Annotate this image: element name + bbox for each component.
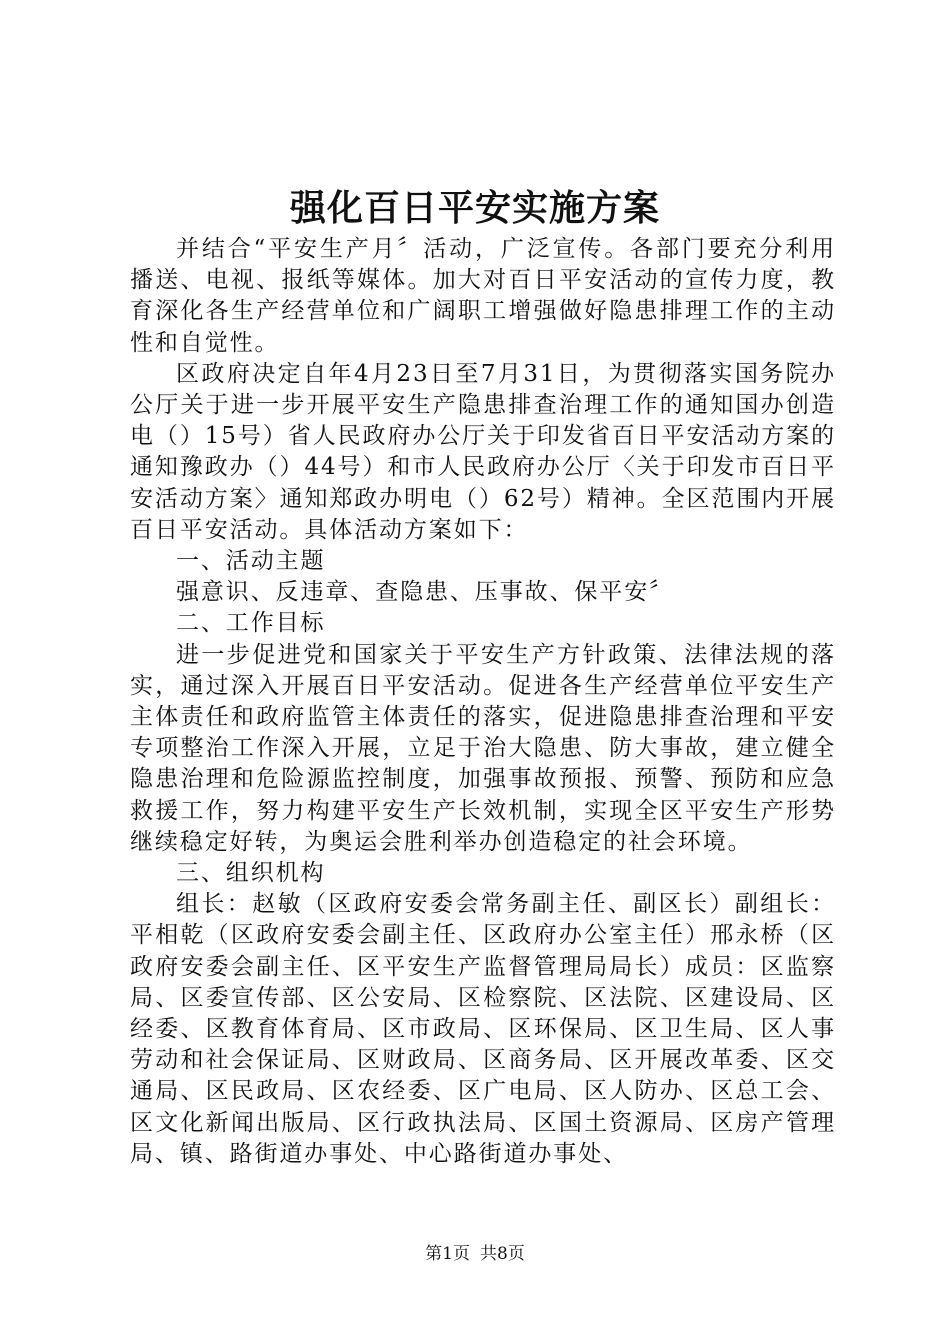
paragraph-goals: 进一步促进党和国家关于平安生产方针政策、法律法规的落实，通过深入开展百日平安活动。促进各生产经营单位平安生产主体责任和政府监管主体责任的落实，促进隐患排查治理和平安专项整治工作深入开展，立足于治大隐患、防大事故，建立健全隐患治理和危险源监控制度，加强事故预报、预警、预防和应急救援工作，努力构建平安生产长效机制，实现全区平安生产形势继续稳定好转，为奥运会胜利举办创造稳定的社会环境。: [130, 641, 836, 855]
paragraph-publicity: 并结合“平安生产月〞活动，广泛宣传。各部门要充分利用播送、电视、报纸等媒体。加大对百日平安活动的宣传力度，教育深化各生产经营单位和广阔职工增强做好隐患排理工作的主动性和自觉性。: [130, 236, 836, 356]
paragraph-organization: 组长：赵敏（区政府安委会常务副主任、副区长）副组长：平相乾（区政府安委会副主任、区政府办公室主任）邢永桥（区政府安委会副主任、区平安生产监督管理局局长）成员：区监察局、区委宣传部、区公安局、区检察院、区法院、区建设局、区经委、区教育体育局、区市政局、区环保局、区卫生局、区人事劳动和社会保证局、区财政局、区商务局、区开展改革委、区交通局、区民政局、区农经委、区广电局、区人防办、区总工会、区文化新闻出版局、区行政执法局、区国土资源局、区房产管理局、镇、路街道办事处、中心路街道办事处、: [130, 891, 836, 1167]
page-number: 第1页: [425, 1244, 470, 1264]
paragraph-theme: 强意识、反违章、查隐患、压事故、保平安〞: [176, 579, 674, 606]
page-total: 共8页: [480, 1244, 525, 1264]
section-heading-goals: 二、工作目标: [176, 610, 326, 637]
page-footer: [0, 1242, 950, 1266]
section-heading-organization: 三、组织机构: [176, 860, 326, 887]
paragraph-decision: 区政府决定自年4月23日至7月31日，为贯彻落实国务院办公厅关于进一步开展平安生产隐患排查治理工作的通知国办创造电（）15号）省人民政府办公厅关于印发省百日平安活动方案的通知豫政办（）44号）和市人民政府办公厅〈关于印发市百日平安活动方案〉通知郑政办明电（）62号）精神。全区范围内开展百日平安活动。具体活动方案如下：: [130, 360, 836, 543]
section-heading-theme: 一、活动主题: [176, 548, 326, 575]
document-title: 强化百日平安实施方案: [289, 187, 660, 229]
document-body: [130, 234, 836, 1170]
